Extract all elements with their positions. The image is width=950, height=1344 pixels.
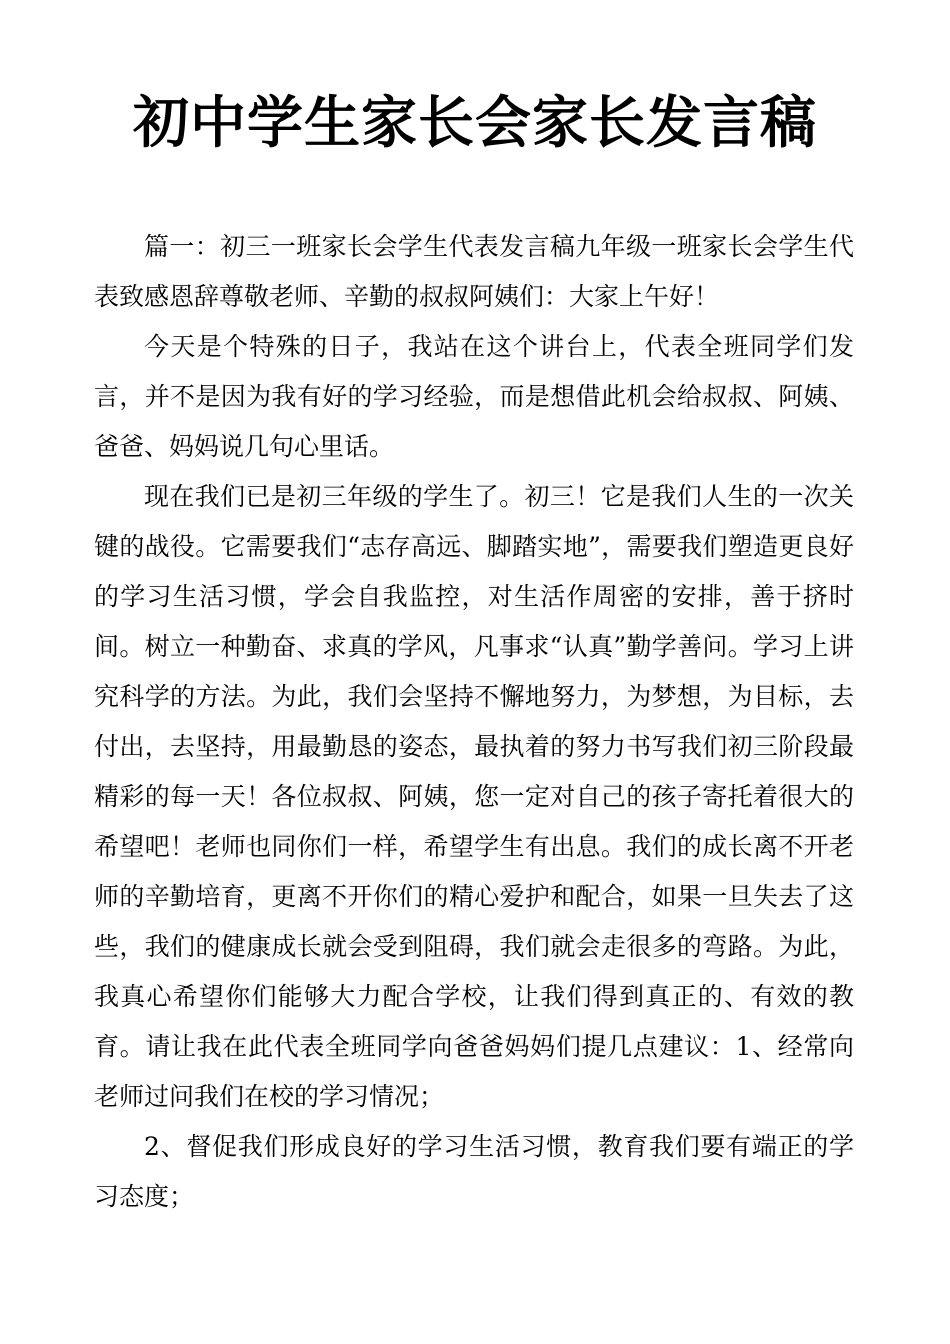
- paragraph: 篇一：初三一班家长会学生代表发言稿九年级一班家长会学生代表致感恩辞尊敬老师、辛勤的叔叔阿姨们：大家上午好！: [94, 232, 854, 311]
- paragraph: 今天是个特殊的日子，我站在这个讲台上，代表全班同学们发言，并不是因为我有好的学习经验，而是想借此机会给叔叔、阿姨、爸爸、妈妈说几句心里话。: [94, 332, 854, 461]
- paragraph: 2、督促我们形成良好的学习生活习惯，教育我们要有端正的学习态度；: [94, 1132, 854, 1211]
- document-title: 初中学生家长会家长发言稿: [133, 91, 817, 156]
- paragraph: 现在我们已是初三年级的学生了。初三！它是我们人生的一次关键的战役。它需要我们“志存高远、脚踏实地”，需要我们塑造更良好的学习生活习惯，学会自我监控，对生活作周密的安排，善于挤时间。树立一种勤奋、求真的学风，凡事求“认真”勤学善问。学习上讲究科学的方法。为此，我们会坚持不懈地努力，为梦想，为目标，去付出，去坚持，用最勤恳的姿态，最执着的努力书写我们初三阶段最精彩的每一天！各位叔叔、阿姨，您一定对自己的孩子寄托着很大的希望吧！老师也同你们一样，希望学生有出息。我们的成长离不开老师的辛勤培育，更离不开你们的精心爱护和配合，如果一旦失去了这些，我们的健康成长就会受到阻碍，我们就会走很多的弯路。为此，我真心希望你们能够大力配合学校，让我们得到真正的、有效的教育。请让我在此代表全班同学向爸爸妈妈们提几点建议：1、经常向老师过问我们在校的学习情况；: [94, 482, 854, 1111]
- document-body: [94, 222, 854, 1222]
